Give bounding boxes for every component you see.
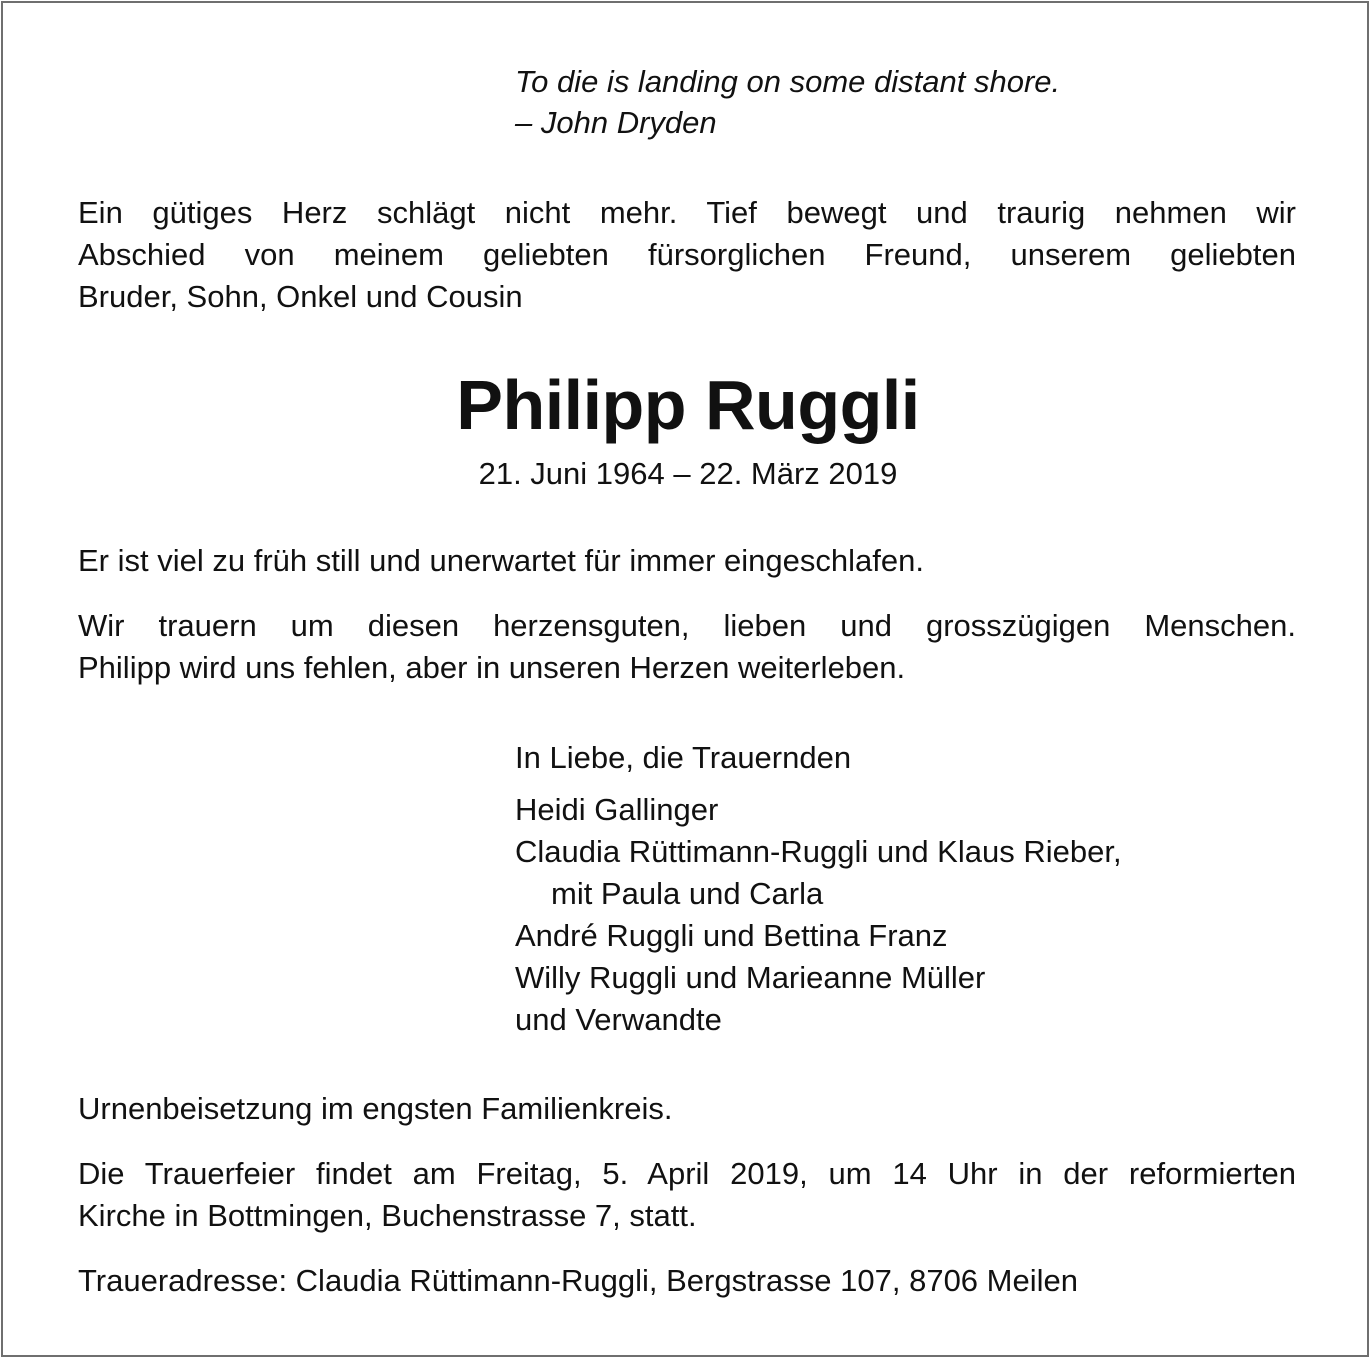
obituary-notice	[1, 1, 1369, 1357]
service-line: Kirche in Bottmingen, Buchenstrasse 7, statt.	[78, 1198, 697, 1233]
life-dates: 21. Juni 1964 – 22. März 2019	[478, 456, 898, 491]
intro-line: Ein gütiges Herz schlägt nicht mehr. Tief bewegt und traurig nehmen wir	[78, 195, 1296, 230]
burial-note	[78, 1088, 1296, 1130]
message-paragraph-1	[78, 540, 1296, 582]
burial-text: Urnenbeisetzung im engsten Familienkreis.	[78, 1091, 673, 1126]
message-line: Wir trauern um diesen herzensguten, lieben und grosszügigen Menschen.	[78, 608, 1296, 643]
mourners-list	[515, 737, 1122, 1041]
mourners-intro: In Liebe, die Trauernden	[515, 740, 852, 775]
message-line: Philipp wird uns fehlen, aber in unseren Herzen weiterleben.	[78, 650, 906, 685]
message-paragraph-2	[78, 605, 1296, 689]
intro-line: Bruder, Sohn, Onkel und Cousin	[78, 279, 523, 314]
intro-line: Abschied von meinem geliebten fürsorglichen Freund, unserem geliebten	[78, 237, 1296, 272]
message-line: Er ist viel zu früh still und unerwartet für immer eingeschlafen.	[78, 543, 924, 578]
mourner-name: Heidi Gallinger	[515, 792, 719, 827]
epigraph-quote	[515, 61, 1060, 143]
mourning-address	[78, 1260, 1296, 1302]
quote-text: To die is landing on some distant shore.	[515, 64, 1061, 99]
quote-author: – John Dryden	[515, 105, 717, 140]
mourner-name: André Ruggli und Bettina Franz	[515, 918, 948, 953]
mourner-name: Willy Ruggli und Marieanne Müller	[515, 960, 986, 995]
deceased-name: Philipp Ruggli	[456, 366, 920, 444]
mourner-name: und Verwandte	[515, 1002, 722, 1037]
mourner-name: mit Paula und Carla	[551, 876, 824, 911]
service-note	[78, 1153, 1296, 1237]
service-line: Die Trauerfeier findet am Freitag, 5. April 2019, um 14 Uhr in der reformierten	[78, 1156, 1296, 1191]
intro-paragraph	[78, 192, 1296, 318]
mourner-name: Claudia Rüttimann-Ruggli und Klaus Rieber,	[515, 834, 1122, 869]
address-text: Traueradresse: Claudia Rüttimann-Ruggli, Bergstrasse 107, 8706 Meilen	[78, 1263, 1078, 1298]
